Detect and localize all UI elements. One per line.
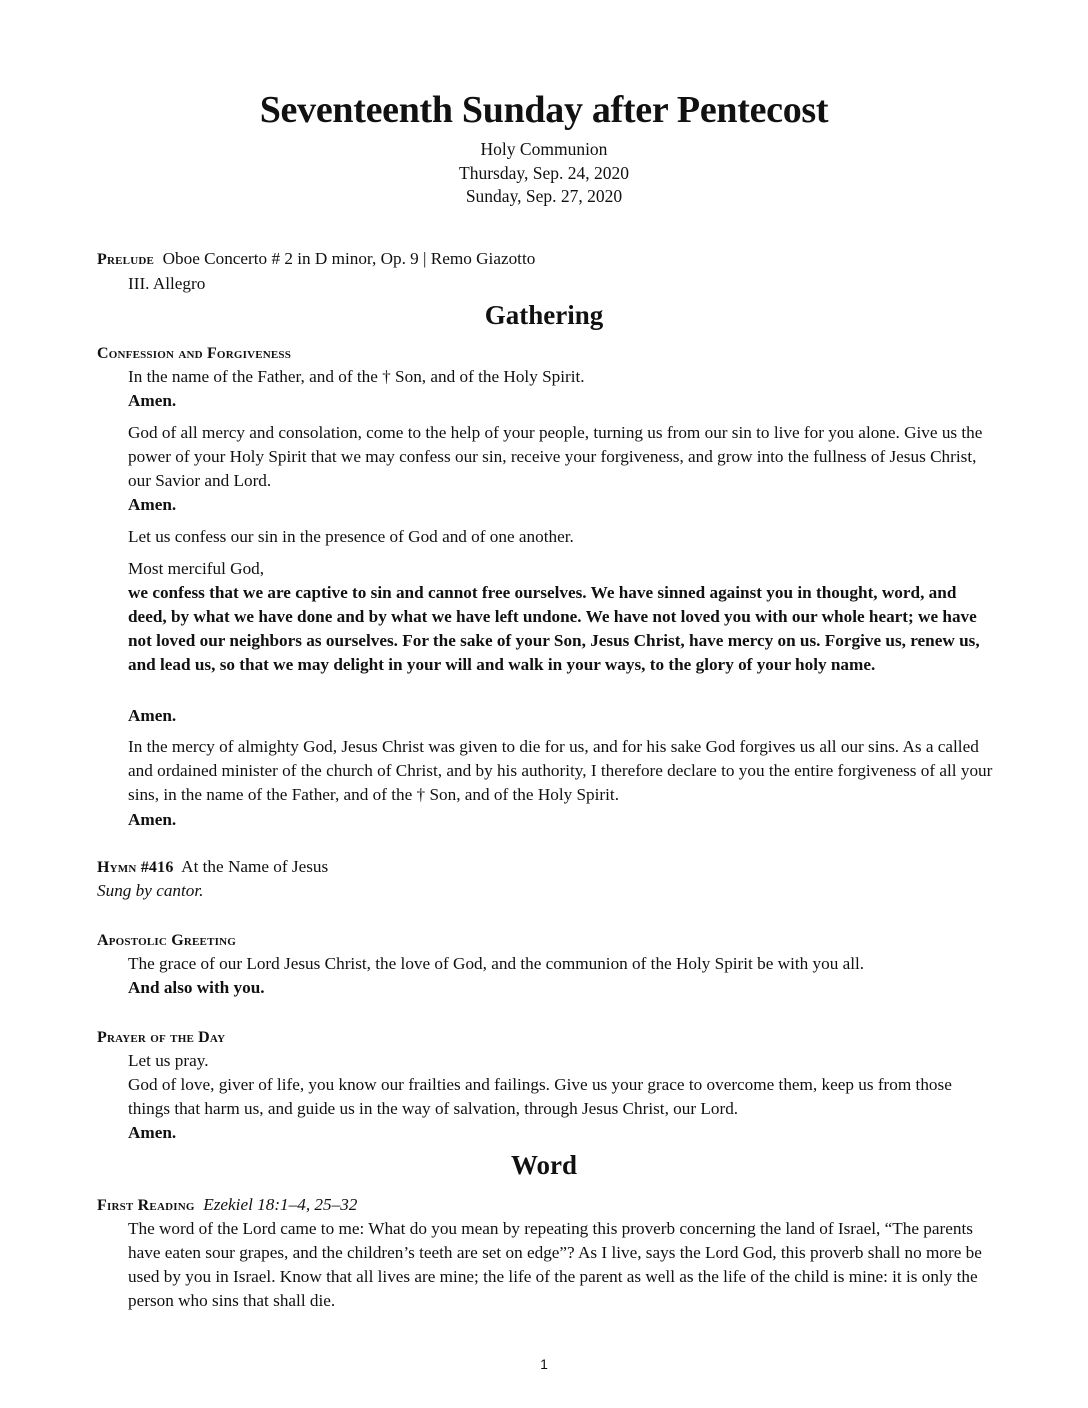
first-reading-label: First Reading bbox=[97, 1197, 195, 1214]
confession-invitation: Let us confess our sin in the presence of God and of one another. bbox=[128, 527, 574, 546]
first-reading-line bbox=[97, 1193, 357, 1218]
hymn-note: Sung by cantor. bbox=[97, 881, 204, 900]
page-number: 1 bbox=[540, 1356, 548, 1372]
first-reading-citation: Ezekiel 18:1–4, 25–32 bbox=[203, 1195, 358, 1214]
section-heading-word: Word bbox=[510, 1150, 577, 1180]
service-name: Holy Communion bbox=[480, 139, 608, 159]
service-date-thursday: Thursday, Sep. 24, 2020 bbox=[459, 163, 629, 183]
amen-response: Amen. bbox=[128, 1123, 177, 1142]
confession-paragraph: God of all mercy and consolation, come to the help of your people, turning us from our sin to live for you alone. Give us the power of your Holy Spirit that we may confess our sin, receive your forgiveness, and grow into the fullness of Jesus Christ, our Savior and Lord. bbox=[128, 423, 983, 490]
absolution-paragraph: In the mercy of almighty God, Jesus Christ was given to die for us, and for his sake God forgives us all our sins. As a called and ordained minister of the church of Christ, and by his authority, I therefore declare to you the entire forgiveness of all your sins, in the name of the Father, and of the † Son, and of the Holy Spirit. bbox=[128, 737, 993, 804]
prayer-day-text: God of love, giver of life, you know our frailties and failings. Give us your grace to overcome them, keep us from those things that harm us, and guide us in the way of salvation, through Jesus Christ, our Lord. bbox=[128, 1075, 952, 1118]
greeting-label: Apostolic Greeting bbox=[97, 932, 236, 949]
confession-prayer: we confess that we are captive to sin and cannot free ourselves. We have sinned against you in thought, word, and deed, by what we have done and by what we have left undone. We have not loved you with our whole heart; we have not loved our neighbors as ourselves. For the sake of your Son, Jesus Christ, have mercy on us. Forgive us, renew us, and lead us, so that we may delight in your will and walk in your ways, to the glory of your holy name. bbox=[128, 583, 980, 674]
hymn-line bbox=[97, 855, 328, 880]
prayer-day-invite: Let us pray. bbox=[128, 1051, 209, 1070]
hymn-title: At the Name of Jesus bbox=[181, 857, 329, 876]
amen-response: Amen. bbox=[128, 495, 177, 514]
prelude-text: Oboe Concerto # 2 in D minor, Op. 9 | Remo Giazotto bbox=[162, 249, 536, 268]
amen-response: Amen. bbox=[128, 391, 177, 410]
confession-line: In the name of the Father, and of the † Son, and of the Holy Spirit. bbox=[128, 367, 585, 386]
service-date-sunday: Sunday, Sep. 27, 2020 bbox=[465, 186, 623, 206]
hymn-label: Hymn #416 bbox=[97, 859, 174, 876]
prayer-day-label: Prayer of the Day bbox=[97, 1029, 226, 1046]
confession-label: Confession and Forgiveness bbox=[97, 345, 292, 362]
greeting-text: The grace of our Lord Jesus Christ, the love of God, and the communion of the Holy Spirit be with you all. bbox=[128, 954, 865, 973]
greeting-response: And also with you. bbox=[128, 978, 265, 997]
prelude-label: Prelude bbox=[97, 251, 155, 268]
prayer-opening: Most merciful God, bbox=[128, 559, 265, 578]
amen-response: Amen. bbox=[128, 706, 177, 725]
page-title: Seventeenth Sunday after Pentecost bbox=[259, 89, 829, 131]
amen-response: Amen. bbox=[128, 810, 177, 829]
section-heading-gathering: Gathering bbox=[484, 300, 604, 330]
prelude-movement: III. Allegro bbox=[128, 274, 206, 293]
first-reading-text: The word of the Lord came to me: What do you mean by repeating this proverb concerning the land of Israel, “The parents have eaten sour grapes, and the children’s teeth are set on edge”? As I live, says the Lord God, this proverb shall no more be used by you in Israel. Know that all lives are mine; the life of the parent as well as the life of the child is mine: it is only the person who sins that shall die. bbox=[128, 1219, 982, 1310]
prelude-line bbox=[97, 247, 535, 272]
